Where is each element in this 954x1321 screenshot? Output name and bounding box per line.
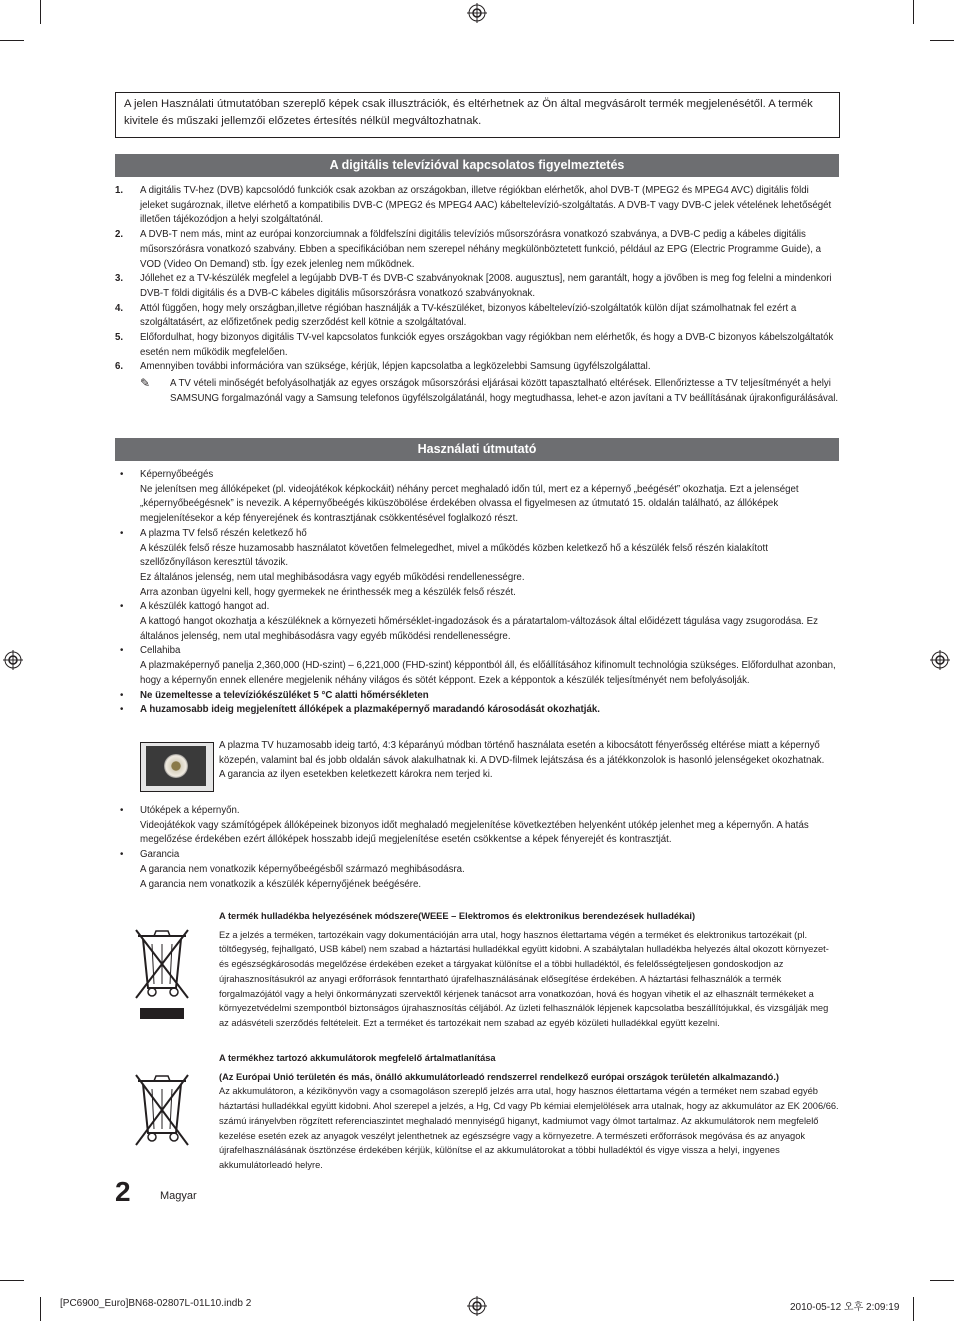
weee-section: A termék hulladékba helyezésének módszere(WEEE – Elektromos és elektronikus berendezések hulladékai) Ez a jelzés a terméken, tartozékain vagy dokumentációján arra utal, hogy hasznos élettartama végén a terméket és elektronikus tartozékait (pl. töltőegység, fejhallgató, USB kábel) nem szabad a háztartási hulladékkal együtt kidobni. A szabálytalan hulladékba helyezés által okozott környezet- és egészségkárosodás megelőzése érdekében ezeket a tárgyakat különítse el a többi hulladéktól, és felelősségteljesen gondoskodjon az újrahasznosításukról az anyagi erőforrások fenntartható újrafelhasználásának elősegítése érdekében. A háztartási felhasználók a termék forgalmazójától vagy a helyi önkormányzati szervektől kérjenek tanácsot arra vonatkozóan, hová és hogyan vihetik el az elhasznált termékeket a környezetvédelmi szempontból biztonságos újrahasznosítás céljából. Az üzleti felhasználók lépjenek kapcsolatba beszállítójukkal, és vizsgálják meg az adásvételi szerződés feltételeit. Ezt a terméket és tartozékait nem szabad az egyéb közületi hulladékkal együtt kezelni. [219,909,839,1031]
crop-mark [930,40,954,41]
list-item: • A plazma TV felső részén keletkező hő A készülék felső része huzamosabb használatot követően felmelegedhet, mivel a működés közben keletkező hő a készülék felső részén kialakított szellőzőnyíláson keresztül távozik. Ez általános jelenség, nem utal meghibásodásra vagy egyéb működési rendellenességre. Arra azonban ügyelni kell, hogy gyermekek ne érinthessék meg a készülék felső részét. [115,527,839,601]
footer-file-name: [PC6900_Euro]BN68-02807L-01L10.indb 2 [60,1298,252,1309]
list-item: • A huzamosabb ideig megjelenített állóképek a plazmaképernyő maradandó károsodását okozhatják. [115,703,839,718]
crop-mark [40,1297,41,1321]
item-title: Garancia [140,849,180,861]
page-number: 2 [115,1176,131,1207]
item-title: A készülék kattogó hangot ad. [140,601,270,613]
item-title: Cellahiba [140,645,181,657]
list-item: 2. A DVB-T nem más, mint az európai konzorciumnak a földfelszíni digitális televíziós műsorszórásra vonatkozó szabványa, a DVB-C pedig a kábeles digitális műsorszórásra vonatkozó szabvány. Ebben a specifikációban nem szerepel néhány megkülönböztetett funkció, például az EPG (Electric Programme Guide), a VOD (Video On Demand) stb. Így ezek jelenleg nem működnek. [115,229,821,270]
item-title: A plazma TV felső részén keletkező hő [140,527,307,539]
battery-title: A termékhez tartozó akkumulátorok megfelelő ártalmatlanítása [219,1053,496,1063]
registration-mark-icon [930,650,950,670]
battery-section: A termékhez tartozó akkumulátorok megfelelő ártalmatlanítása (Az Európai Unió területén és más, önálló akkumulátorleadó rendszerrel rendelkező európai országok területén alkalmazandó.) Az akkumulátoron, a kézikönyvön vagy a csomagoláson szereplő jelzés arra utal, hogy hasznos élettartama végén a terméket nem szabad egyéb háztartási hulladékkal együtt kidobni. Ahol szerepel a jelzés, a Hg, Cd vagy Pb kémiai elemjelölések arra utalnak, hogy az akkumulátor az EK 2006/66. számú irányelvben rögzített referenciaszintet meghaladó mennyiségű higanyt, kadmiumot vagy ólmot tartalmaz. Az akkumulátorok nem megfelelő kezelése esetén ezek az anyagok veszélyt jelenthetnek az egészségre vagy a környezetre. A természeti erőforrások megóvása és az anyagok újrafelhasználásának ösztönzése érdekében kérjük, különítse el az akkumulátorokat a többi hulladéktól és vigye vissza a helyi, ingyenes akkumulátorleadó helyre. [219,1053,839,1170]
list-item: • Utóképek a képernyőn. Videojátékok vagy számítógépek állóképeinek bizonyos időt meghaladó megjelenítése következtében helyenként utókép jelenhet meg a képernyőn. A hatás megelőzése érdekében ezért állóképek hosszabb idejű megjelenítése esetén csökkentse a képek fényerejét és kontrasztját. [115,804,839,848]
crop-mark [0,1280,24,1281]
crossed-battery-bin-icon [134,1071,190,1149]
list-item: • Ne üzemeltesse a televíziókészüléket 5 °C alatti hőmérsékleten [115,689,839,704]
registration-mark-icon [467,3,487,23]
crop-mark [913,1297,914,1321]
user-guide-list-2 [115,804,839,892]
disclaimer-notice: A jelen Használati útmutatóban szereplő képek csak illusztrációk, és eltérhetnek az Ön által megvásárolt termék megjelenésétől. A termék kivitele és műszaki jellemzői előzetes értesítés nélkül megváltozhatnak. [115,92,840,138]
item-title: Képernyőbeégés [140,469,214,480]
crossed-bin-icon [134,926,190,1022]
note: ✎ A TV vételi minőségét befolyásolhatják az egyes országok műsorszórási eljárásai között tapasztalható eltérések. Ellenőriztesse a TV teljesítményét a helyi SAMSUNG forgalmazónál vagy a Samsung telefonos ügyfélszolgálatánál, hogy megtudhassa, lehet-e azon javítani a TV beállításának újrakonfigurálásával. [140,376,839,404]
crop-mark [40,0,41,24]
pencil-note-icon: ✎ [140,376,151,391]
list-item: • Képernyőbeégés Ne jelenítsen meg állóképeket (pl. videojátékok képkockáit) néhány percet meghaladó időn túl, mert ez a képernyő „beégését” okozhatja. Ezt a jelenséget „képernyőbeégésnek” is nevezik. A képernyőbeégés kiküszöbölése érdekében olvassa el figyelmesen az útmutató 15. oldalán található, az állóképek megjelenítésekor a kép fényerejének és kontrasztjának csökkentésével foglalkozó részt. [115,468,839,527]
plasma-note: A plazma TV huzamosabb ideig tartó, 4:3 képarányú módban történő használata esetén a kibocsátott fényerősség eltérése miatt a képernyő közepén, valamint bal és jobb oldalán sávok alakulhatnak ki. A DVD-filmek lejátszása és a játékkonzolok is hasonló jelenségeket okozhatnak. A garancia az ilyen esetekben keletkezett károkra nem terjed ki. [219,740,825,781]
footer-date: 2010-05-12 오후 2:09:19 [790,1302,900,1313]
weee-title: A termék hulladékba helyezésének módszere(WEEE – Elektromos és elektronikus berendezések hulladékai) [219,911,696,921]
crop-mark [930,1280,954,1281]
flower-image [164,754,188,778]
list-item: 5. Előfordulhat, hogy bizonyos digitális TV-vel kapcsolatos funkciók egyes országokban vagy régiókban nem elérhetők, és hogy a DVB-C bizonyos kábelszolgáltatók esetén nem működik megfelelően. [115,332,834,358]
plasma-tv-image [140,742,214,792]
list-item: 6. Amennyiben további információra van szüksége, kérjük, lépjen kapcsolatba a legközelebbi Samsung ügyfélszolgálattal. [115,361,651,373]
section-header-user-guide: Használati útmutató [115,438,839,461]
item-title: Ne üzemeltesse a televíziókészüléket 5 °C alatti hőmérsékleten [140,689,429,701]
digital-tv-warning-list [115,184,839,407]
list-item: • Garancia A garancia nem vonatkozik képernyőbeégésből származó meghibásodásra. A garancia nem vonatkozik a készülék képernyőjének beégésére. [115,848,839,892]
user-guide-list [115,468,839,718]
list-item: • Cellahiba A plazmaképernyő panelja 2,360,000 (HD-szint) – 6,221,000 (FHD-szint) képpontból áll, és előállításához kifinomult technológia szükséges. Előfordulhat azonban, hogy a képernyőn ennek ellenére megjelenik néhány világos és sötét képpont. Ezek a képpontok a készülék teljesítményét nem befolyásolják. [115,644,839,688]
list-item: 4. Attól függően, hogy mely országban,illetve régióban használják a TV-készüléket, bizonyos kábeltelevízió-szolgáltatók külön díjat számolhatnak fel ezért a szolgáltatásért, az előfizetőnek pedig szerződést kell kötnie a szolgáltatóval. [115,302,797,329]
list-item: 3. Jóllehet ez a TV-készülék megfelel a legújabb DVB-T és DVB-C szabványoknak [2008. augusztus], nem garantált, hogy a jövőben is meg fog felelni a mindenkori DVB-T földi digitális és a DVB-C kábeles digitális műsorszórásra vonatkozó szabványoknak. [115,273,832,299]
list-item: 1. A digitális TV-hez (DVB) kapcsolódó funkciók csak azokban az országokban, illetve régiókban elérhetők, ahol DVB-T (MPEG2 és MPEG4 AVC) digitális földi jeleket sugároznak, illetve elérhető a kompatibilis DVB-C (MPEG2 és MPEG4 AAC) kábeltelevízió-szolgáltatás. A DVB-T vagy DVB-C jelek vételének lehetőségét illetően tájékozódjon a helyi szolgáltatónál. [115,185,832,226]
item-title: Utóképek a képernyőn. [140,805,240,816]
list-item: • A készülék kattogó hangot ad. A kattogó hangot okozhatja a készüléknek a környezeti hőmérséklet-ingadozások és a páratartalom-változások által előidézett tágulása vagy zsugorodása. Ez általános jelenség, nem utal meghibásodásra vagy egyéb működési rendellenességre. [115,600,839,644]
crop-mark [913,0,914,24]
registration-mark-icon [467,1296,487,1316]
registration-mark-icon [3,650,23,670]
battery-subtitle: (Az Európai Unió területén és más, önálló akkumulátorleadó rendszerrel rendelkező európai országok területén alkalmazandó.) [219,1071,780,1082]
section-header-digital-tv: A digitális televízióval kapcsolatos figyelmeztetés [115,154,839,177]
page-language: Magyar [160,1190,197,1202]
crop-mark [0,40,24,41]
item-title: A huzamosabb ideig megjelenített állóképek a plazmaképernyő maradandó károsodását okozhatják. [140,704,600,716]
